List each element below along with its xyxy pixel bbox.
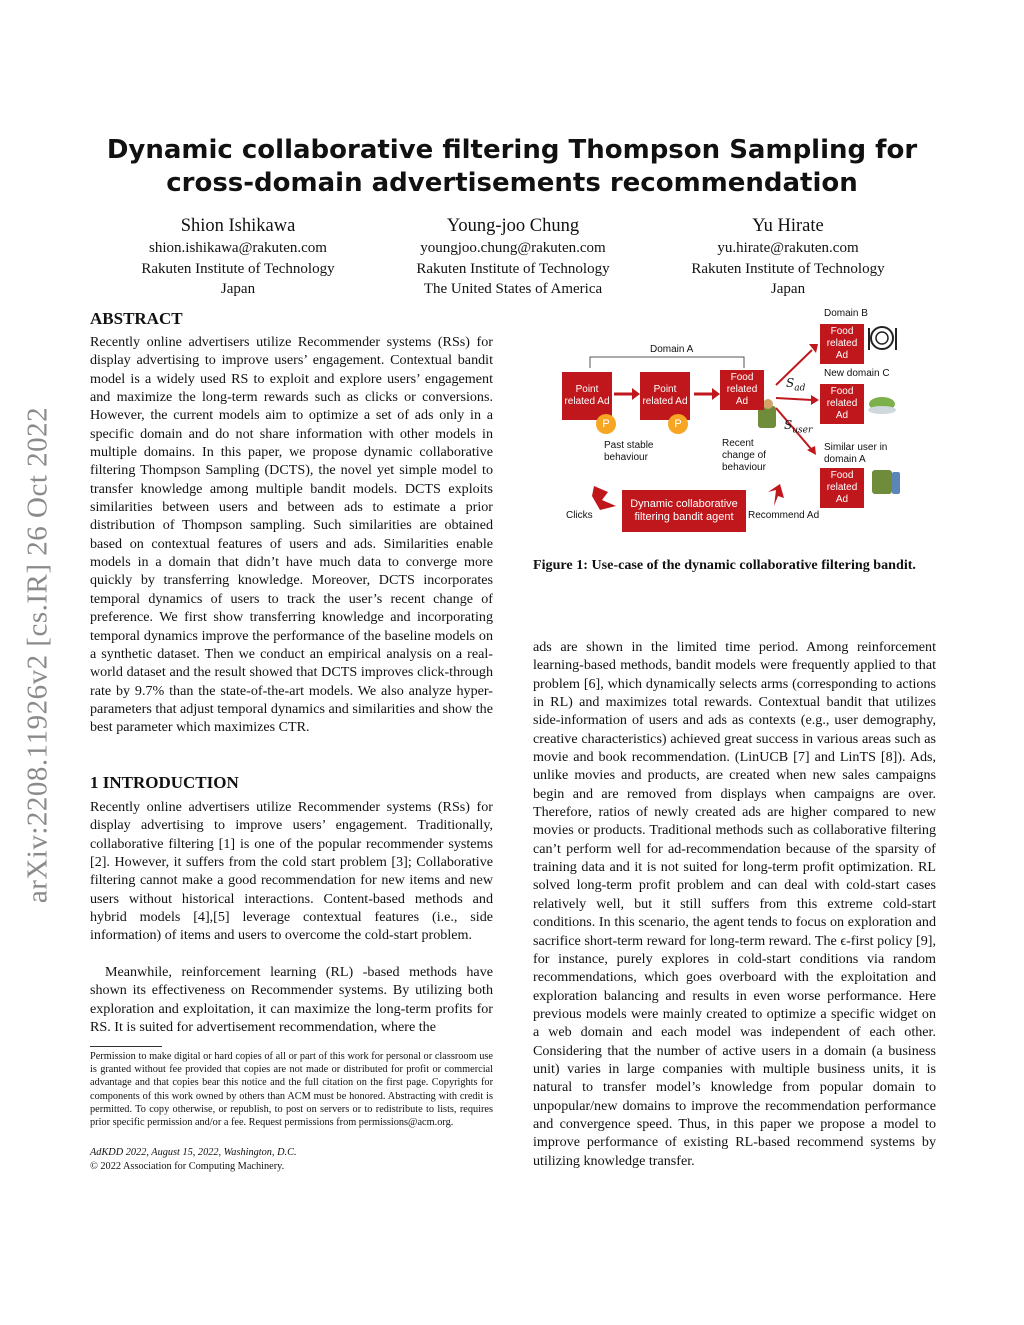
venue-line: AdKDD 2022, August 15, 2022, Washington, D.C. xyxy=(90,1147,297,1158)
past-stable-label: Past stable behaviour xyxy=(604,440,654,463)
author-affiliation: Rakuten Institute of Technology xyxy=(416,260,610,277)
food-ad-box-similar-user: Food related Ad xyxy=(820,468,864,508)
intro-paragraph-2: Meanwhile, reinforcement learning (RL) -based methods have shown its effectiveness on Recommender systems. By utilizing both exploration and exploitation, it can maximize the long-term profits for RS. It is suited for advertisement recommendation, where the xyxy=(90,964,493,1036)
recent-change-label: Recent change of behaviour xyxy=(722,438,766,473)
right-column-paragraph: ads are shown in the limited time period. Among reinforcement learning-based methods, bandit models were frequently applied to that problem [6], which dynamically selects arms (corresponding to actions in RL) and maximizes total rewards. Contextual bandit that utilizes side-information of users and ads as contexts (e.g., user demography, creative characteristics) achieved great success in various areas such as movie and book recommendation. (LinUCB [7] and LinTS [8]). Ads, unlike movies and products, are created when new sales campaigns begin and are removed from displays when campaigns are over. Therefore, ratios of newly created ads are higher compared to new movies or products. Traditional methods such as collaborative filtering can’t perform well for ad-recommendation because of the sparsity of training data and it is not suited for long-term profit optimization. RL solved long-term profit problem and can deal with cold-start cases relatively well, but it still suffers from this extreme cold-start conditions. In this scenario, the agent tends to focus on exploration and sacrifice short-term reward for long-term reward. The ϵ-first policy [9], for instance, purely explores in cold-start conditions via random recommendations, which goes overboard with the exploitation and exploration balancing and results in even worse performance. Here previous models were mainly created to optimize a specific widget on a web domain and each model was independent of each other. Considering that the number of active users in a domain (a business unit) varies in large companies with multiple business units, it is natural to transfer model’s knowledge from popular domain to unpopular/new domains to improve the recommendation performance and convergence speed. Thus, in this paper we propose a model to improve performance of existing RL-based recommend systems by utilizing knowledge transfer. xyxy=(533,639,936,1169)
author-name: Young-joo Chung xyxy=(446,216,580,236)
s-user-symbol: $S_{user}$ xyxy=(784,418,813,436)
point-ad-box-2: Point related Ad xyxy=(640,372,690,420)
arrow-to-similar-user-head xyxy=(807,446,816,455)
author-name: Shion Ishikawa xyxy=(180,216,296,236)
figure-1 xyxy=(554,300,934,545)
grocery-icon-2 xyxy=(872,470,892,494)
recommend-arrow xyxy=(768,484,784,506)
author-email: shion.ishikawa@rakuten.com xyxy=(149,240,327,256)
clicks-label: Clicks xyxy=(566,510,593,521)
abstract-text: Recently online advertisers utilize Recommender systems (RSs) for display advertising to improve users’ engagement. Contextual bandit model is a widely used RS to exploit and explore users’ engagement and maximize the long-term rewards such as clicks or conversions. However, the current models aim to optimize a set of ads only in a specific domain and do not share information with other models in multiple domains. In this paper, we propose dynamic collaborative filtering Thompson Sampling (DCTS), the novel yet simple model to transfer knowledge among multiple bandit models. DCTS exploits similarities between users and between ads to estimate a prior distribution of Thompson sampling. Such similarities are obtained based on contextual features of users and ads. Similarities enable models in a domain that didn’t have much data to converge more quickly by transferring knowledge. Moreover, DCTS incorporates temporal dynamics of users to track the user’s recent change of preference. We first show transferring knowledge and incorporating temporal dynamics improve the performance of the baseline models on a synthetic dataset. Then we conduct an empirical analysis on a real-world dataset and the result showed that DCTS improves click-through rate by 9.7% than the state-of-the-art models. We also analyze hyper-parameters that adjust temporal dynamics and similarities and show the best parameter which maximizes CTR. xyxy=(90,334,493,736)
arrow-to-domain-c-head xyxy=(811,395,819,405)
author-name: Yu Hirate xyxy=(752,216,824,236)
point-icon-2: P xyxy=(668,414,688,434)
permission-footnote: Permission to make digital or hard copies of all or part of this work for personal or classroom use is granted without fee provided that copies are not made or distributed for profit or commercial advantage and that copies bear this notice and the full citation on the first page. Copyrights for components of this work owned by others than ACM must be honored. Abstracting with credit is permitted. To copy otherwise, or republish, to post on servers or to redistribute to lists, requires prior specific permission and/or a fee. Request permissions from permissions@acm.org. xyxy=(90,1051,493,1129)
point-icon-1: P xyxy=(596,414,616,434)
plate-icon xyxy=(871,327,893,349)
arxiv-stamp xyxy=(8,355,68,955)
intro-heading: 1 INTRODUCTION xyxy=(90,773,239,792)
author-email: youngjoo.chung@rakuten.com xyxy=(420,240,606,256)
author-country: Japan xyxy=(220,281,256,297)
author-block-1 xyxy=(93,214,383,300)
author-email: yu.hirate@rakuten.com xyxy=(717,240,859,256)
arrow-1-head xyxy=(632,388,640,400)
similar-user-label: Similar user in domain A xyxy=(824,442,888,465)
recommend-ad-label: Recommend Ad xyxy=(748,510,820,521)
food-ad-box-a: Food related Ad xyxy=(720,370,764,410)
arrow-to-domain-c xyxy=(776,398,812,400)
author-country: The United States of America xyxy=(423,281,603,297)
author-block-2 xyxy=(368,214,658,300)
footnote-rule xyxy=(90,1046,162,1047)
new-domain-c-label: New domain C xyxy=(824,368,890,379)
author-country: Japan xyxy=(770,281,806,297)
point-ad-box-1: Point related Ad xyxy=(562,372,612,420)
clicks-arrow xyxy=(592,486,616,510)
paper-title xyxy=(0,134,1024,200)
copyright-line: © 2022 Association for Computing Machinery. xyxy=(90,1161,285,1172)
figure-caption: Figure 1: Use-case of the dynamic collaborative filtering bandit. xyxy=(533,557,916,573)
abstract-heading: ABSTRACT xyxy=(90,309,183,328)
author-affiliation: Rakuten Institute of Technology xyxy=(691,260,885,277)
author-block-3 xyxy=(643,214,933,300)
bandit-agent-box: Dynamic collaborative filtering bandit agent xyxy=(622,490,746,532)
food-ad-box-domain-b: Food related Ad xyxy=(820,324,864,364)
s-ad-symbol: $S_{ad}$ xyxy=(786,376,806,394)
food-ad-box-domain-c: Food related Ad xyxy=(820,384,864,424)
author-affiliation: Rakuten Institute of Technology xyxy=(141,260,335,277)
arrow-2-head xyxy=(712,388,720,400)
domain-a-bracket xyxy=(590,357,744,368)
domain-a-label: Domain A xyxy=(650,344,694,355)
title-line-1: Dynamic collaborative filtering Thompson Sampling for xyxy=(106,135,918,165)
title-line-2: cross-domain advertisements recommendation xyxy=(166,168,858,198)
arxiv-stamp-text: arXiv:2208.11926v2 [cs.IR] 26 Oct 2022 xyxy=(21,406,54,904)
intro-paragraph-1: Recently online advertisers utilize Recommender systems (RSs) for display advertising to improve users’ engagement. Traditionally, collaborative filtering [1] is one of the popular recommender systems [2]. However, it suffers from the cold start problem [3]; Collaborative filtering cannot make a good recommendation for new items and new users without historical interactions. Content-based methods and hybrid models [4],[5] leverage contextual features (i.e., side information) of items and users to overcome the cold-start problem. xyxy=(90,799,493,944)
domain-b-label: Domain B xyxy=(824,308,868,319)
